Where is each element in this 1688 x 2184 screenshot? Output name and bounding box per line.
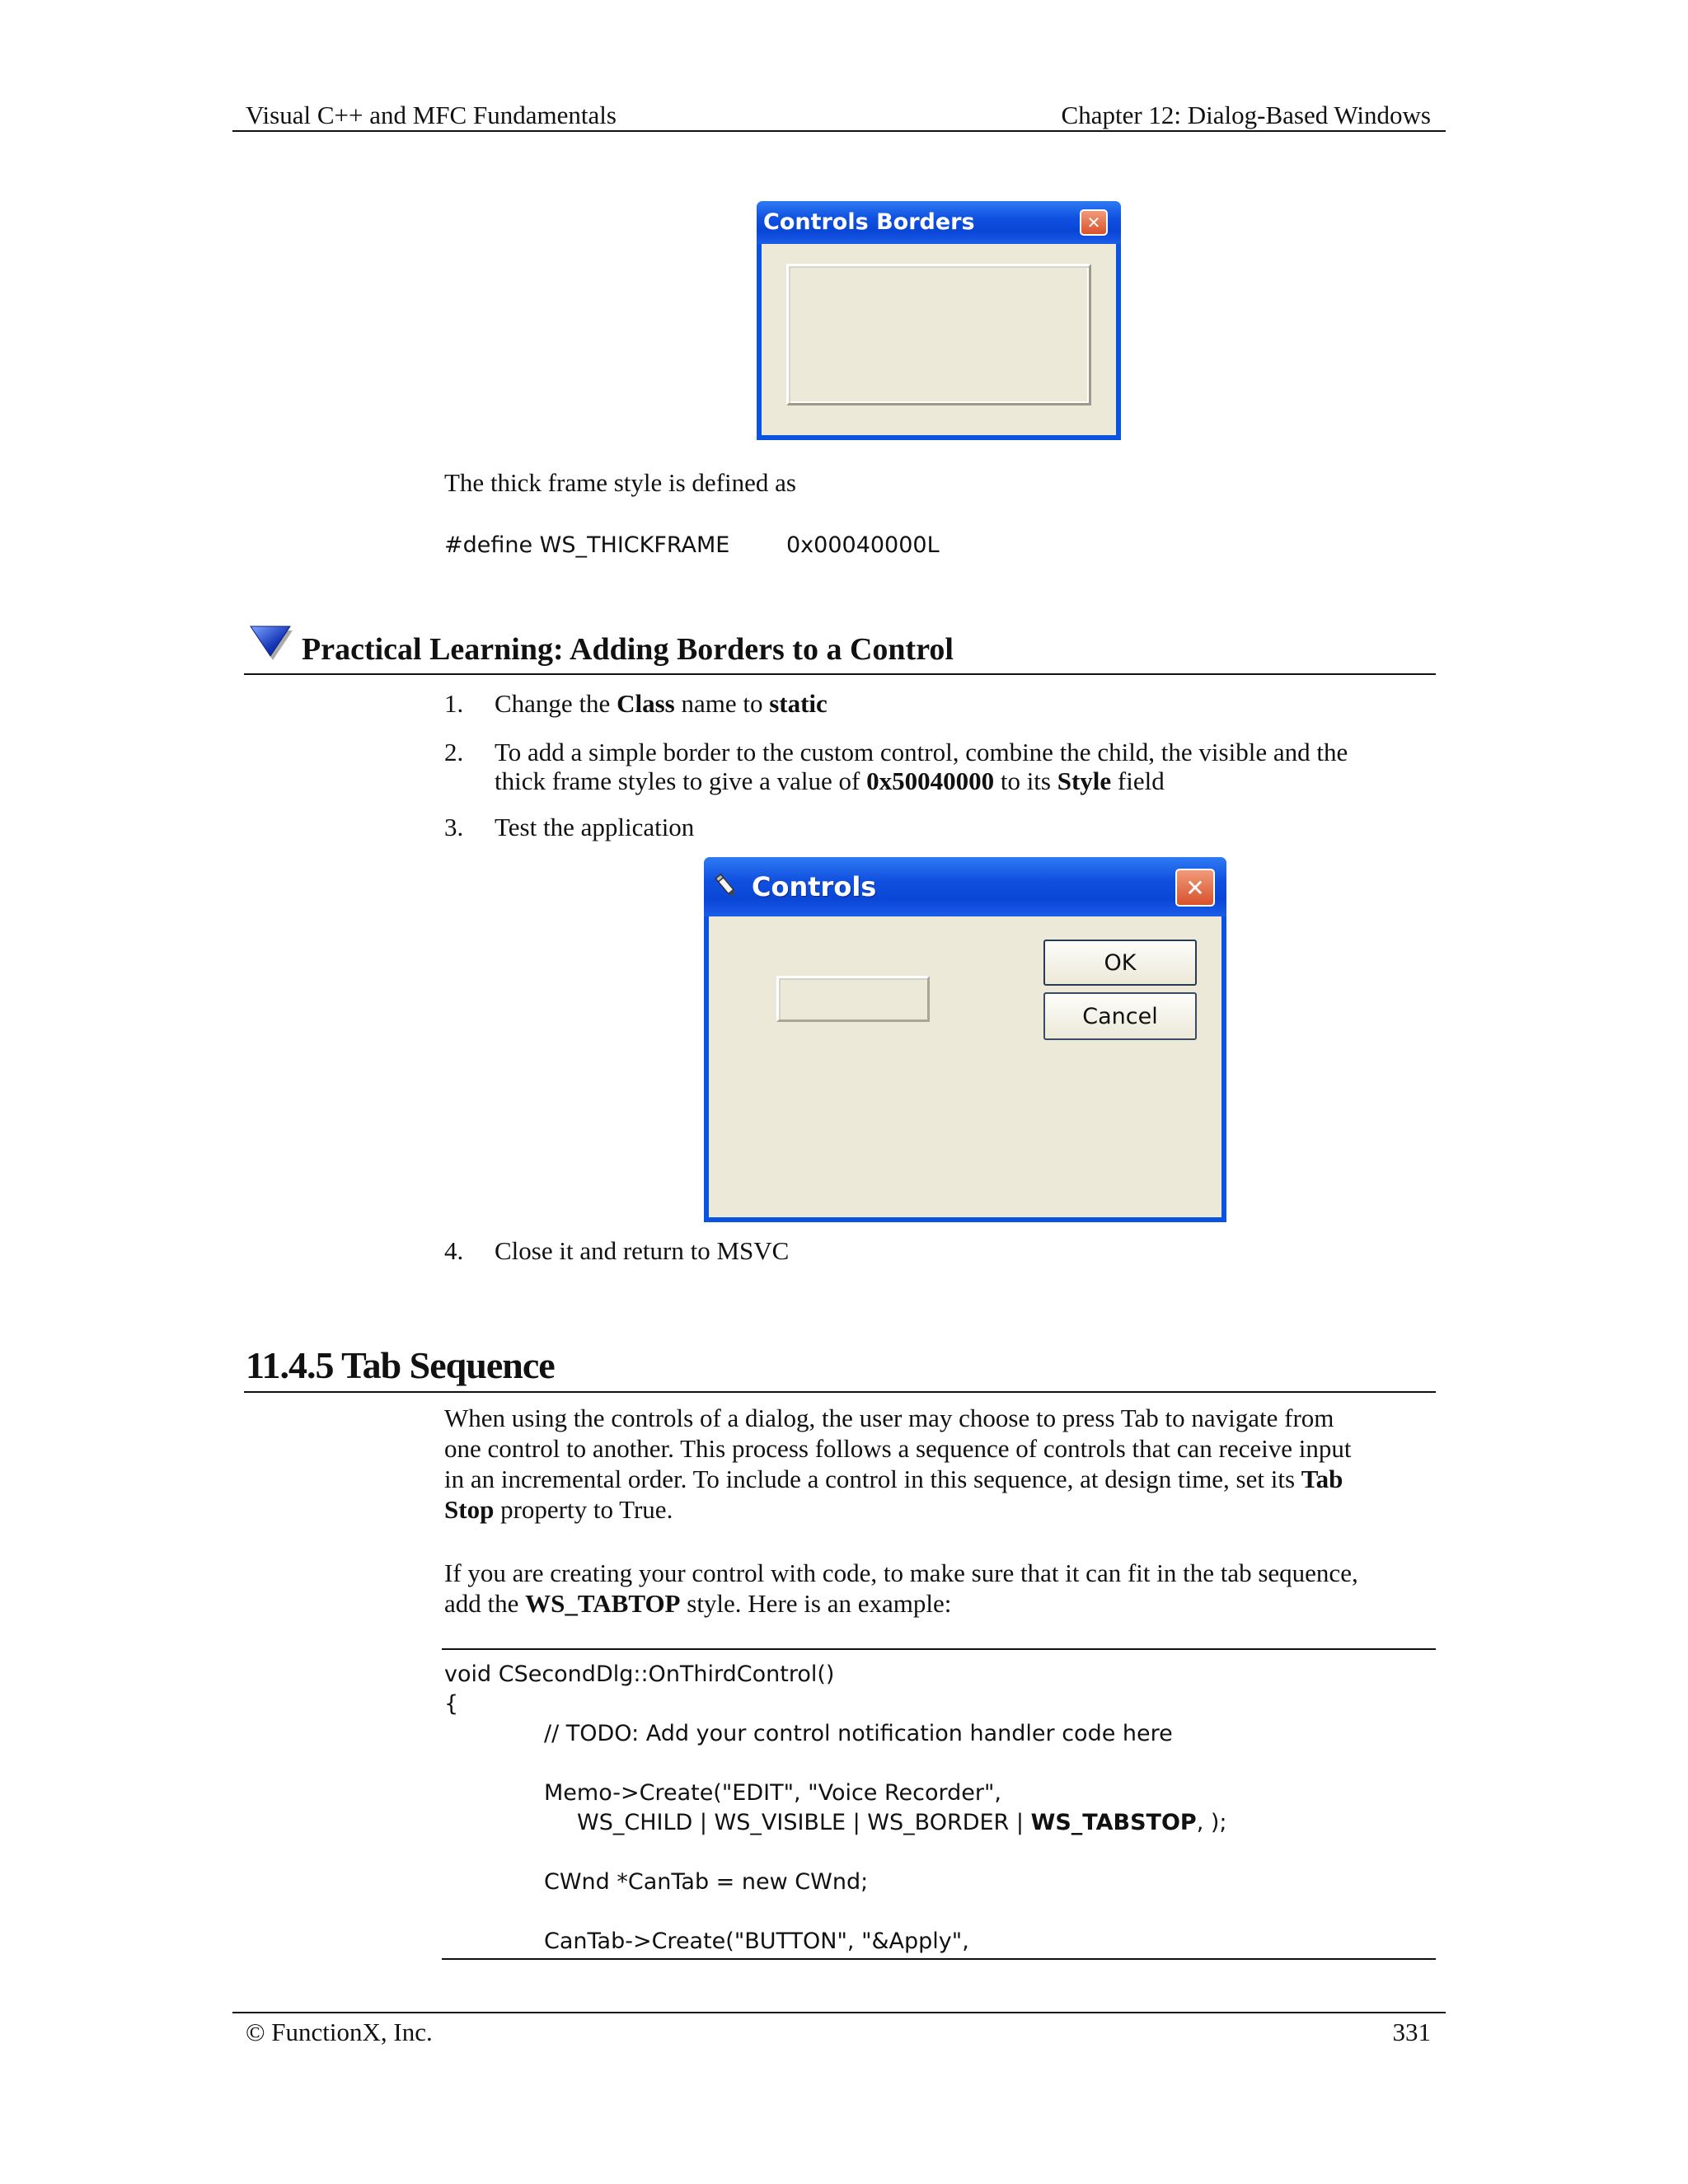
blue-triangle-icon — [247, 623, 293, 661]
para1-line-3 — [444, 1464, 1433, 1494]
define-statement: #define WS_THICKFRAME — [444, 532, 730, 558]
step-number: 1. — [444, 689, 464, 718]
bordered-custom-control[interactable] — [776, 976, 930, 1022]
thick-frame-control[interactable] — [786, 264, 1091, 405]
step-2-post: field — [1111, 766, 1165, 795]
para2-pre: add the — [444, 1589, 526, 1618]
code-line-7: CanTab->Create("BUTTON", "&Apply", — [544, 1929, 969, 1954]
para1-line-2: one control to another. This process follows a sequence of controls that can receive input — [444, 1434, 1352, 1463]
para1-stop: Stop — [444, 1495, 495, 1524]
step-1-text — [495, 689, 828, 719]
step-2-pre: thick frame styles to give a value of — [495, 766, 867, 795]
para1-line-3-text: in an incremental order. To include a control in this sequence, at design time, set its — [444, 1465, 1301, 1493]
para2-line-2 — [444, 1588, 1433, 1619]
practical-rule — [244, 673, 1436, 675]
para2-line-1: If you are creating your control with code, to make sure that it can fit in the tab sequence, — [444, 1558, 1358, 1587]
step-4-text: Close it and return to MSVC — [495, 1236, 790, 1265]
code-line-1: void CSecondDlg::OnThirdControl() — [444, 1661, 835, 1687]
step-2-line-1: To add a simple border to the custom control, combine the child, the visible and the — [495, 738, 1348, 766]
code-line-3: // TODO: Add your control notification handler code here — [544, 1721, 1173, 1746]
para2-style: WS_TABTOP — [525, 1589, 681, 1618]
para1-end: property to True. — [494, 1495, 673, 1524]
section-rule — [244, 1391, 1436, 1393]
step-1-pre: Change the — [495, 689, 617, 718]
para1-tab: Tab — [1301, 1465, 1343, 1493]
step-2-mid: to its — [994, 766, 1057, 795]
footer-left: © FunctionX, Inc. — [246, 2018, 433, 2046]
thick-frame-intro: The thick frame style is defined as — [444, 468, 796, 497]
controls-borders-dialog — [757, 201, 1121, 440]
step-1-class: Class — [617, 689, 675, 718]
step-2-line-2 — [495, 766, 1165, 796]
dialog-title: Controls — [752, 871, 877, 902]
step-number: 2. — [444, 738, 464, 766]
step-1-mid: name to — [674, 689, 770, 718]
code-line-6: CWnd *CanTab = new CWnd; — [544, 1869, 869, 1895]
section-heading: 11.4.5 Tab Sequence — [246, 1344, 555, 1386]
step-1-static: static — [769, 689, 828, 718]
para1-line-1: When using the controls of a dialog, the user may choose to press Tab to navigate from — [444, 1404, 1334, 1432]
para2-post: style. Here is an example: — [680, 1589, 952, 1618]
code-line-5 — [577, 1810, 1227, 1835]
tab-paragraph-1 — [444, 1403, 1433, 1525]
dialog-title: Controls Borders — [757, 201, 1121, 244]
header-left: Visual C++ and MFC Fundamentals — [246, 101, 617, 129]
code-line-5-post: , ); — [1196, 1810, 1227, 1835]
dialog-client-area — [762, 244, 1116, 435]
header-rule — [232, 130, 1446, 132]
step-number: 4. — [444, 1236, 464, 1265]
footer-rule — [232, 2012, 1446, 2013]
practical-heading: Practical Learning: Adding Borders to a Control — [302, 632, 954, 667]
step-3-text: Test the application — [495, 813, 695, 841]
code-bottom-rule — [442, 1958, 1436, 1960]
define-value: 0x00040000L — [786, 532, 940, 558]
step-2-style: Style — [1057, 766, 1112, 795]
pencil-icon — [714, 872, 738, 900]
code-top-rule — [442, 1648, 1436, 1650]
close-icon[interactable]: ✕ — [1175, 869, 1215, 907]
code-line-2: { — [444, 1691, 459, 1717]
controls-dialog — [704, 857, 1226, 1222]
step-number: 3. — [444, 813, 464, 841]
dialog-client-area — [709, 916, 1221, 1217]
page-number: 331 — [1392, 2018, 1431, 2046]
step-2-value: 0x50040000 — [866, 766, 995, 795]
code-line-5-pre: WS_CHILD | WS_VISIBLE | WS_BORDER | — [577, 1810, 1031, 1835]
dialog-titlebar — [704, 857, 1226, 916]
header-right: Chapter 12: Dialog-Based Windows — [1061, 101, 1431, 129]
cancel-button[interactable]: Cancel — [1043, 992, 1197, 1040]
tab-paragraph-2 — [444, 1558, 1433, 1619]
ok-button[interactable]: OK — [1043, 940, 1197, 986]
para1-line-4 — [444, 1494, 1433, 1525]
close-icon[interactable]: ✕ — [1080, 209, 1108, 236]
code-line-4: Memo->Create("EDIT", "Voice Recorder", — [544, 1780, 1002, 1806]
code-line-5-tabstop: WS_TABSTOP — [1030, 1810, 1197, 1835]
